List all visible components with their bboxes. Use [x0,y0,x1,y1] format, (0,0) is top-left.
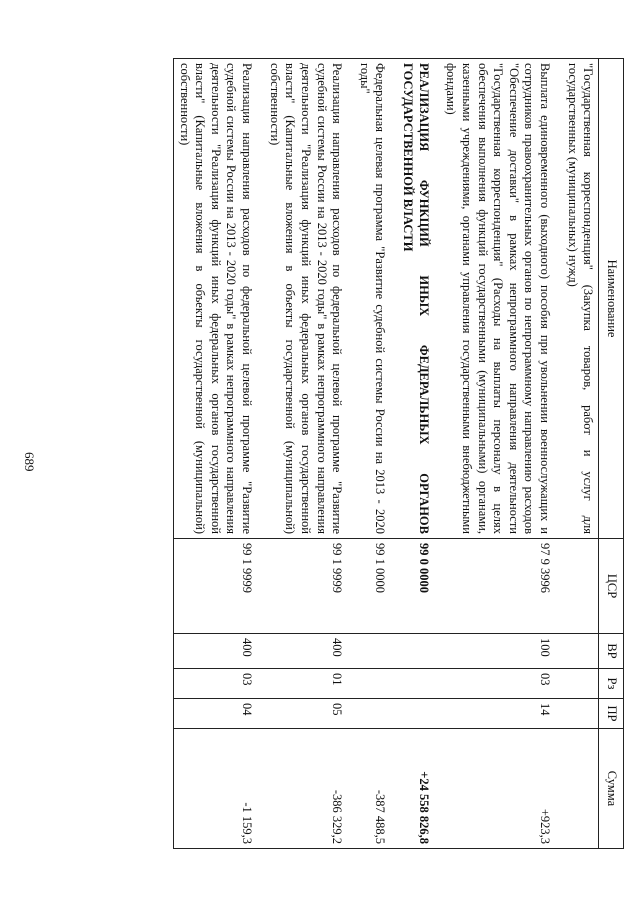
row-pr: 14 [441,699,562,729]
row-rz: 03 [441,669,562,699]
row-pr [354,699,397,729]
table-row [441,59,562,849]
table-row [354,59,397,849]
row-sum: -386 329,2 [264,729,354,849]
row-pr: 05 [264,699,354,729]
row-name: Федеральная целевая программа "Развитие судебной системы России на 2013 - 2020 годы" [354,59,397,539]
header-csr: ЦСР [599,539,624,634]
table-row [264,59,354,849]
row-rz: 01 [264,669,354,699]
table-row [398,59,441,849]
row-rz [354,669,397,699]
header-vr: ВР [599,634,624,669]
row-sum: +923,3 [441,729,562,849]
row-rz: 03 [174,669,265,699]
row-pr [562,699,599,729]
table-row [174,59,265,849]
row-name: Реализация направления расходов по федеральной целевой программе "Развитие судебной системы России на 2013 - 2020 годы" в рамках непрограммного направления деятельности "Реализация функций иных федеральных органов государственной власти" (Капитальные вложения в объекты государственной (муниципальной) собственности) [174,59,265,539]
row-vr: 400 [264,634,354,669]
row-sum [562,729,599,849]
row-vr: 400 [174,634,265,669]
header-pr: ПР [599,699,624,729]
row-sum: +24 558 826,8 [398,729,441,849]
row-vr [354,634,397,669]
table-header-row [599,59,624,849]
page-number: 689 [22,452,37,472]
budget-table [173,58,624,849]
row-name: Выплата единовременного (выходного) пособия при увольнении военнослужащих и сотрудников правоохранительных органов по непрограммному направлению расходов "Обеспечение доставки" в рамках непрограммного направления деятельности "Государственная корреспонденция" (Расходы на выплаты персоналу в целях обеспечения выполнения функций государственными (муниципальными) органами, казенными учреждениями, органами управления государственными внебюджетными фондами) [441,59,562,539]
header-sum: Сумма [599,729,624,849]
row-rz [562,669,599,699]
table-row [562,59,599,849]
row-csr: 99 1 0000 [354,539,397,634]
rotated-budget-table-container [84,58,624,848]
row-name: "Государственная корреспонденция" (Закупка товаров, работ и услуг для государственных (муниципальных) нужд) [562,59,599,539]
header-rz: Рз [599,669,624,699]
row-vr [562,634,599,669]
row-sum: -1 159,3 [174,729,265,849]
row-pr [398,699,441,729]
row-csr: 99 1 9999 [264,539,354,634]
row-csr: 97 9 3996 [441,539,562,634]
row-name: РЕАЛИЗАЦИЯ ФУНКЦИЙ ИНЫХ ФЕДЕРАЛЬНЫХ ОРГАНОВ ГОСУДАРСТВЕННОЙ ВЛАСТИ [398,59,441,539]
row-vr [398,634,441,669]
row-csr: 99 0 0000 [398,539,441,634]
row-vr: 100 [441,634,562,669]
row-csr: 99 1 9999 [174,539,265,634]
row-name: Реализация направления расходов по федеральной целевой программе "Развитие судебной системы России на 2013 - 2020 годы" в рамках непрограммного направления деятельности "Реализация функций иных федеральных органов государственной власти" (Капитальные вложения в объекты государственной (муниципальной) собственности) [264,59,354,539]
row-rz [398,669,441,699]
row-csr [562,539,599,634]
row-sum: -387 488,5 [354,729,397,849]
row-pr: 04 [174,699,265,729]
header-name: Наименование [599,59,624,539]
